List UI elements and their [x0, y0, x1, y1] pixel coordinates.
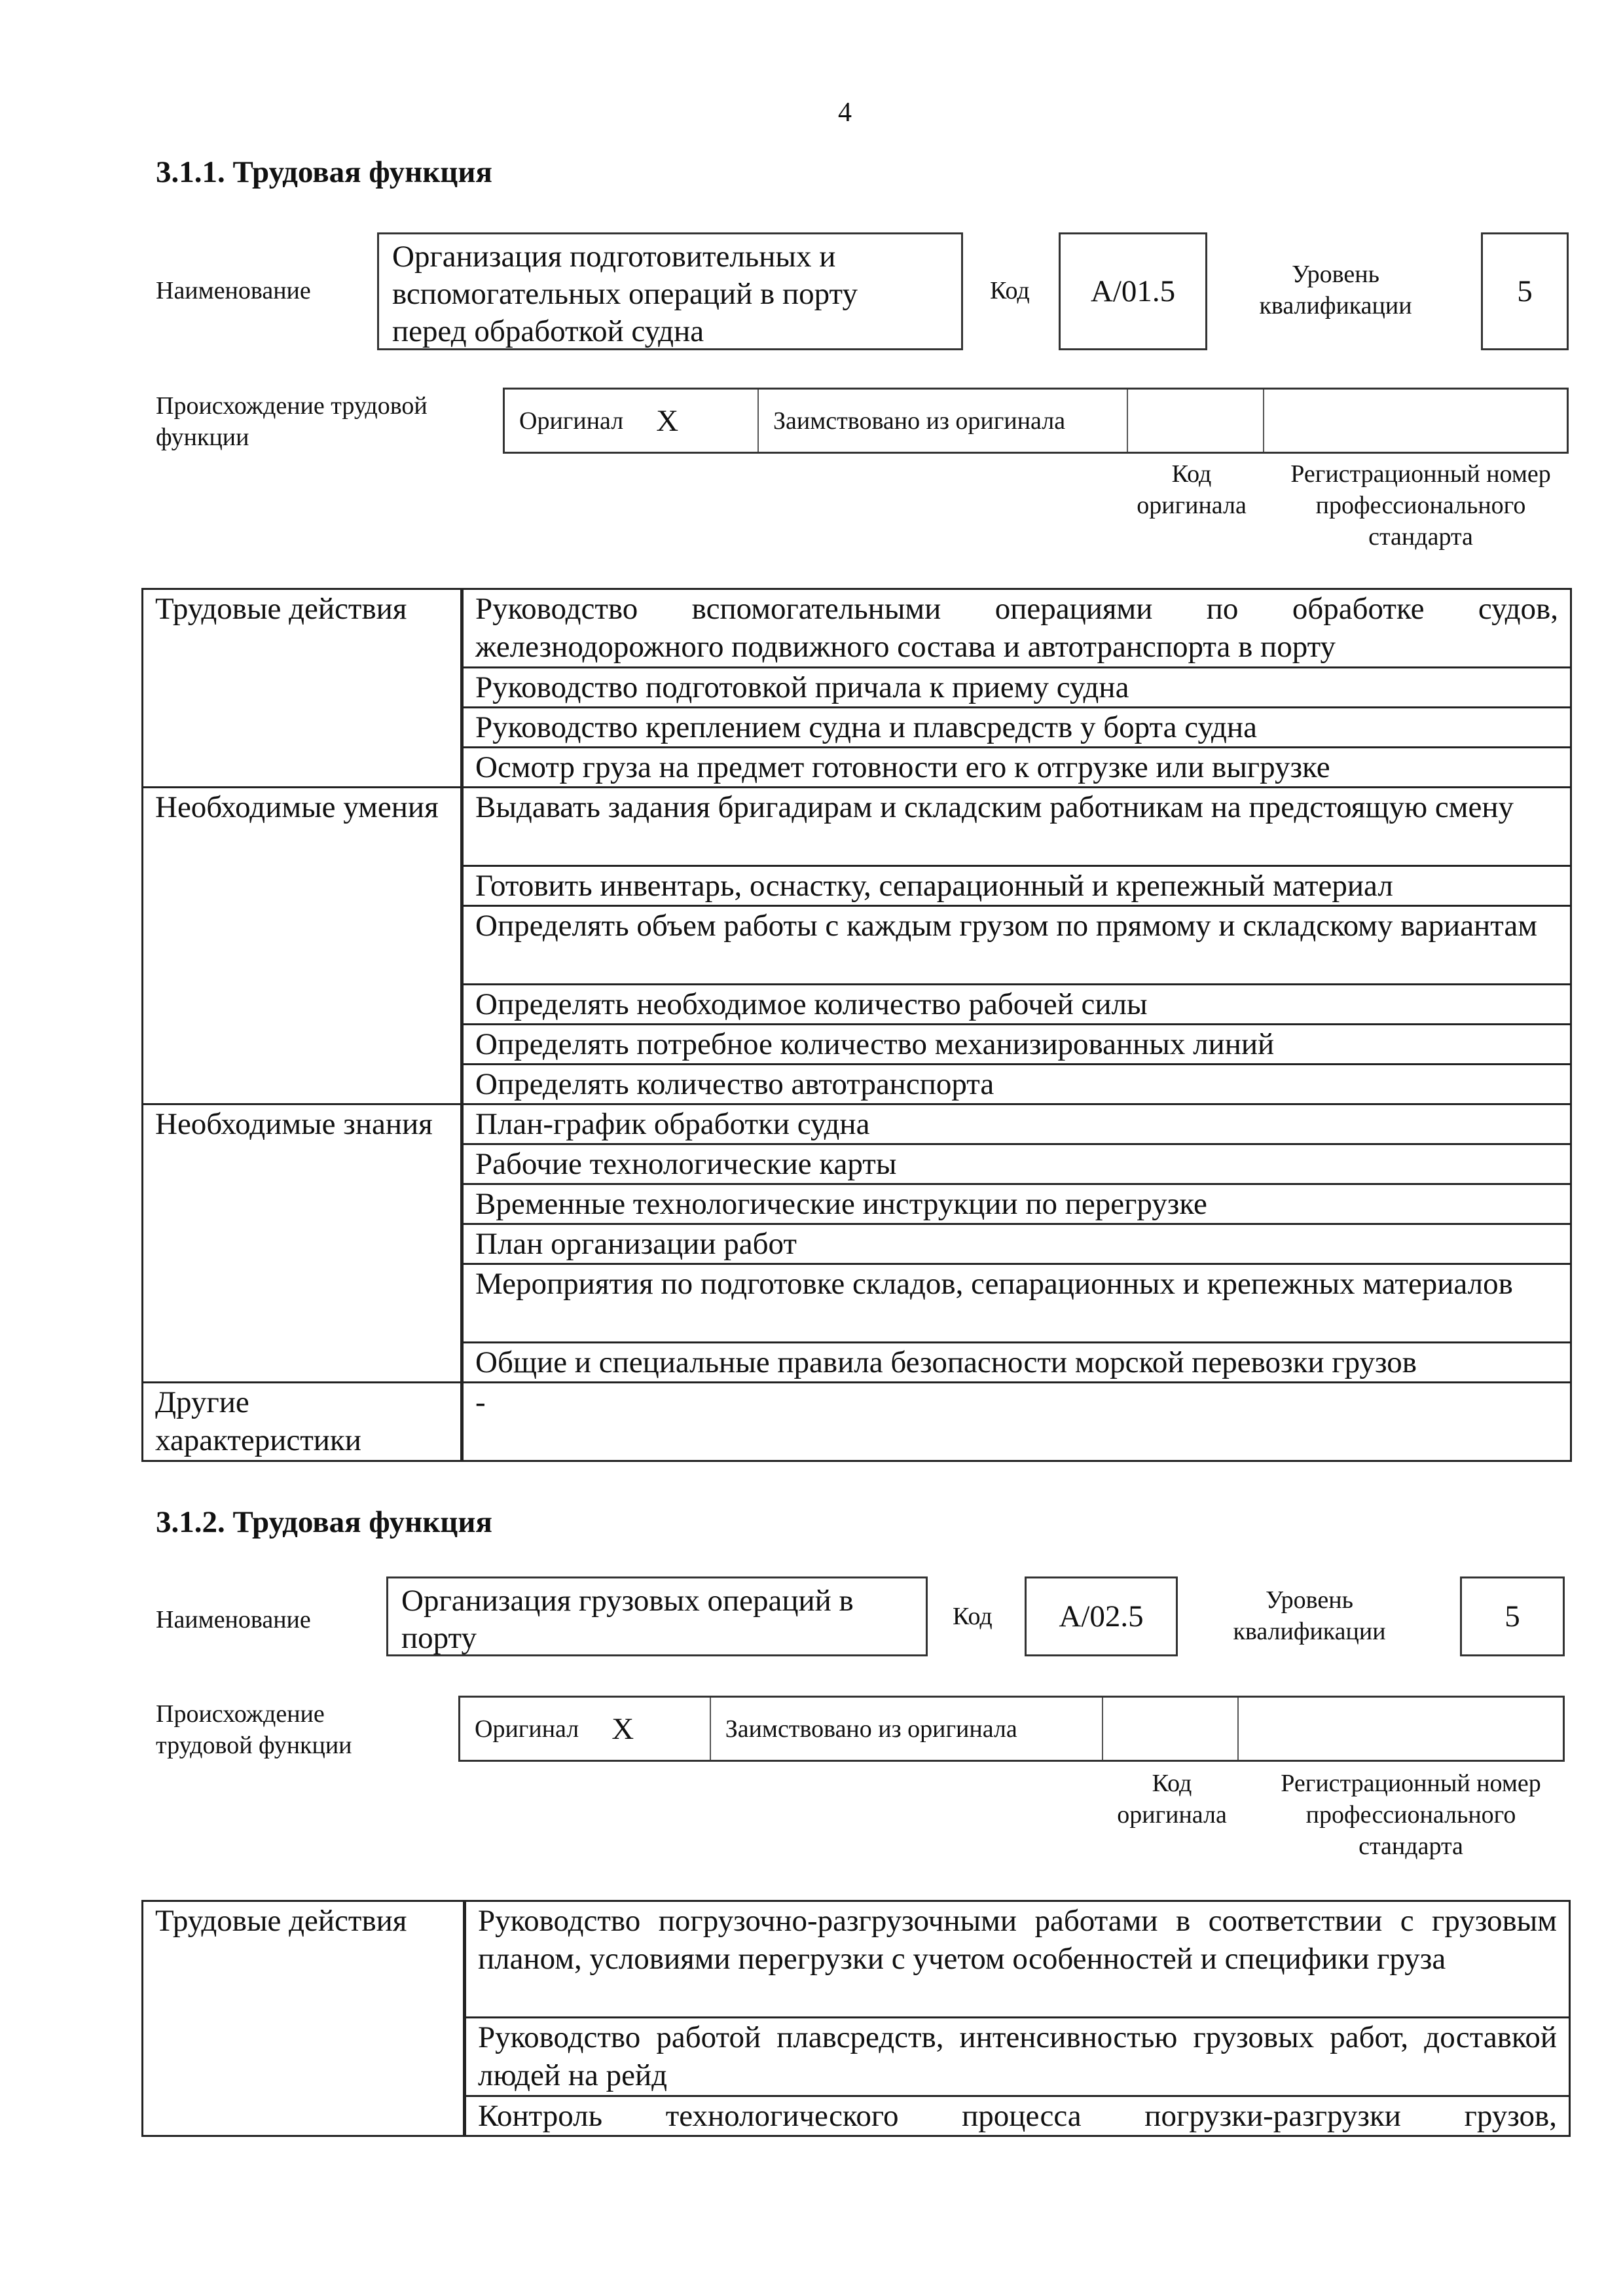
item-cell: Выдавать задания бригадирам и складским работникам на предстоящую смену: [462, 788, 1571, 866]
origin-code-cell: [1128, 390, 1264, 452]
origin-original-label: Оригинал: [519, 407, 624, 435]
function-name-line: Организация подготовительных и: [392, 240, 836, 274]
page-number: 4: [838, 98, 852, 128]
item-cell: Временные технологические инструкции по перегрузке: [462, 1184, 1571, 1224]
origin-label-line: Происхождение: [156, 1700, 325, 1728]
origin-label-line: Происхождение трудовой: [156, 392, 428, 420]
function-name-line: перед обработкой судна: [392, 314, 704, 348]
function-details-table: [141, 588, 1572, 1462]
item-cell: План организации работ: [462, 1224, 1571, 1264]
item-cell: Готовить инвентарь, оснастку, сепарационный и крепежный материал: [462, 866, 1571, 906]
origin-original-label: Оригинал: [475, 1715, 579, 1743]
name-label: Наименование: [156, 1606, 311, 1633]
origin-label-line: трудовой функции: [156, 1732, 352, 1759]
item-cell: Мероприятия по подготовке складов, сепарационных и крепежных материалов: [462, 1264, 1571, 1343]
origin-code-cell: [1103, 1698, 1239, 1760]
origin-original-cell: [460, 1698, 711, 1760]
function-name-line: вспомогательных операций в порту: [392, 277, 858, 311]
item-cell: -: [462, 1383, 1571, 1461]
origin-reg-cell: [1264, 390, 1567, 452]
code-box: A/02.5: [1025, 1576, 1178, 1656]
level-box: 5: [1481, 232, 1569, 350]
category-cell: Трудовые действия: [143, 1901, 465, 2136]
level-label-line: Уровень: [1292, 261, 1379, 288]
category-cell: Трудовые действия: [143, 589, 462, 788]
level-box: 5: [1460, 1576, 1565, 1656]
caption-original-code: [1113, 458, 1270, 521]
level-label: [1244, 259, 1427, 321]
caption-line: Код: [1171, 460, 1212, 488]
level-label: [1218, 1584, 1401, 1647]
code-box: A/01.5: [1059, 232, 1207, 350]
origin-row: [503, 388, 1569, 454]
item-cell: Руководство креплением судна и плавсредств у борта судна: [462, 708, 1571, 748]
caption-line: профессионального: [1315, 492, 1526, 519]
item-cell: Руководство работой плавсредств, интенсивностью грузовых работ, доставкой людей на рейд: [465, 2018, 1570, 2096]
origin-row: [458, 1696, 1565, 1762]
section-title: 3.1.1. Трудовая функция: [156, 155, 492, 189]
item-cell: Определять потребное количество механизированных линий: [462, 1025, 1571, 1065]
origin-borrowed-cell: Заимствовано из оригинала: [759, 390, 1128, 452]
function-details-table: [141, 1900, 1571, 2137]
item-cell: Общие и специальные правила безопасности морской перевозки грузов: [462, 1343, 1571, 1383]
item-cell: Определять количество автотранспорта: [462, 1065, 1571, 1104]
item-cell: Руководство вспомогательными операциями по обработке судов, железнодорожного подвижного состава и автотранспорта в порту: [462, 589, 1571, 668]
function-name-box: [386, 1576, 928, 1656]
origin-reg-cell: [1239, 1698, 1563, 1760]
level-label-line: квалификации: [1259, 292, 1412, 319]
level-label-line: Уровень: [1266, 1586, 1353, 1614]
origin-label: [156, 390, 428, 453]
caption-original-code: [1093, 1768, 1250, 1831]
level-label-line: квалификации: [1233, 1618, 1386, 1645]
function-name-line: Организация грузовых операций в: [401, 1584, 854, 1618]
code-label: Код: [990, 277, 1030, 304]
item-cell: Руководство погрузочно-разгрузочными работами в соответствии с грузовым планом, условиями перегрузки с учетом особенностей и специфики груза: [465, 1901, 1570, 2018]
category-cell: Другие характеристики: [143, 1383, 462, 1461]
section-title: 3.1.2. Трудовая функция: [156, 1505, 492, 1539]
origin-borrowed-cell: Заимствовано из оригинала: [711, 1698, 1103, 1760]
item-cell: Рабочие технологические карты: [462, 1144, 1571, 1184]
caption-line: оригинала: [1117, 1801, 1227, 1829]
item-cell: Определять объем работы с каждым грузом по прямому и складскому вариантам: [462, 906, 1571, 985]
caption-line: стандарта: [1359, 1832, 1463, 1860]
item-cell: Контроль технологического процесса погрузки-разгрузки грузов,: [465, 2096, 1570, 2136]
item-cell: Определять необходимое количество рабочей силы: [462, 985, 1571, 1025]
caption-line: Регистрационный номер: [1290, 460, 1551, 488]
function-name-line: порту: [401, 1621, 477, 1655]
name-label: Наименование: [156, 277, 311, 304]
origin-x-mark: X: [656, 403, 679, 438]
item-cell: План-график обработки судна: [462, 1104, 1571, 1144]
category-cell: Необходимые знания: [143, 1104, 462, 1383]
caption-line: стандарта: [1368, 523, 1473, 551]
origin-label-line: функции: [156, 424, 249, 451]
origin-label: [156, 1698, 352, 1761]
item-cell: Руководство подготовкой причала к приему судна: [462, 668, 1571, 708]
caption-line: Код: [1152, 1770, 1192, 1797]
code-label: Код: [953, 1603, 993, 1630]
origin-original-cell: [505, 390, 759, 452]
category-cell: Необходимые умения: [143, 788, 462, 1104]
caption-registration-number: [1250, 1768, 1571, 1862]
caption-line: профессионального: [1305, 1801, 1516, 1829]
caption-line: оригинала: [1137, 492, 1247, 519]
origin-x-mark: X: [611, 1711, 634, 1746]
caption-line: Регистрационный номер: [1281, 1770, 1541, 1797]
item-cell: Осмотр груза на предмет готовности его к отгрузке или выгрузке: [462, 748, 1571, 788]
function-name-box: [377, 232, 963, 350]
caption-registration-number: [1264, 458, 1578, 553]
